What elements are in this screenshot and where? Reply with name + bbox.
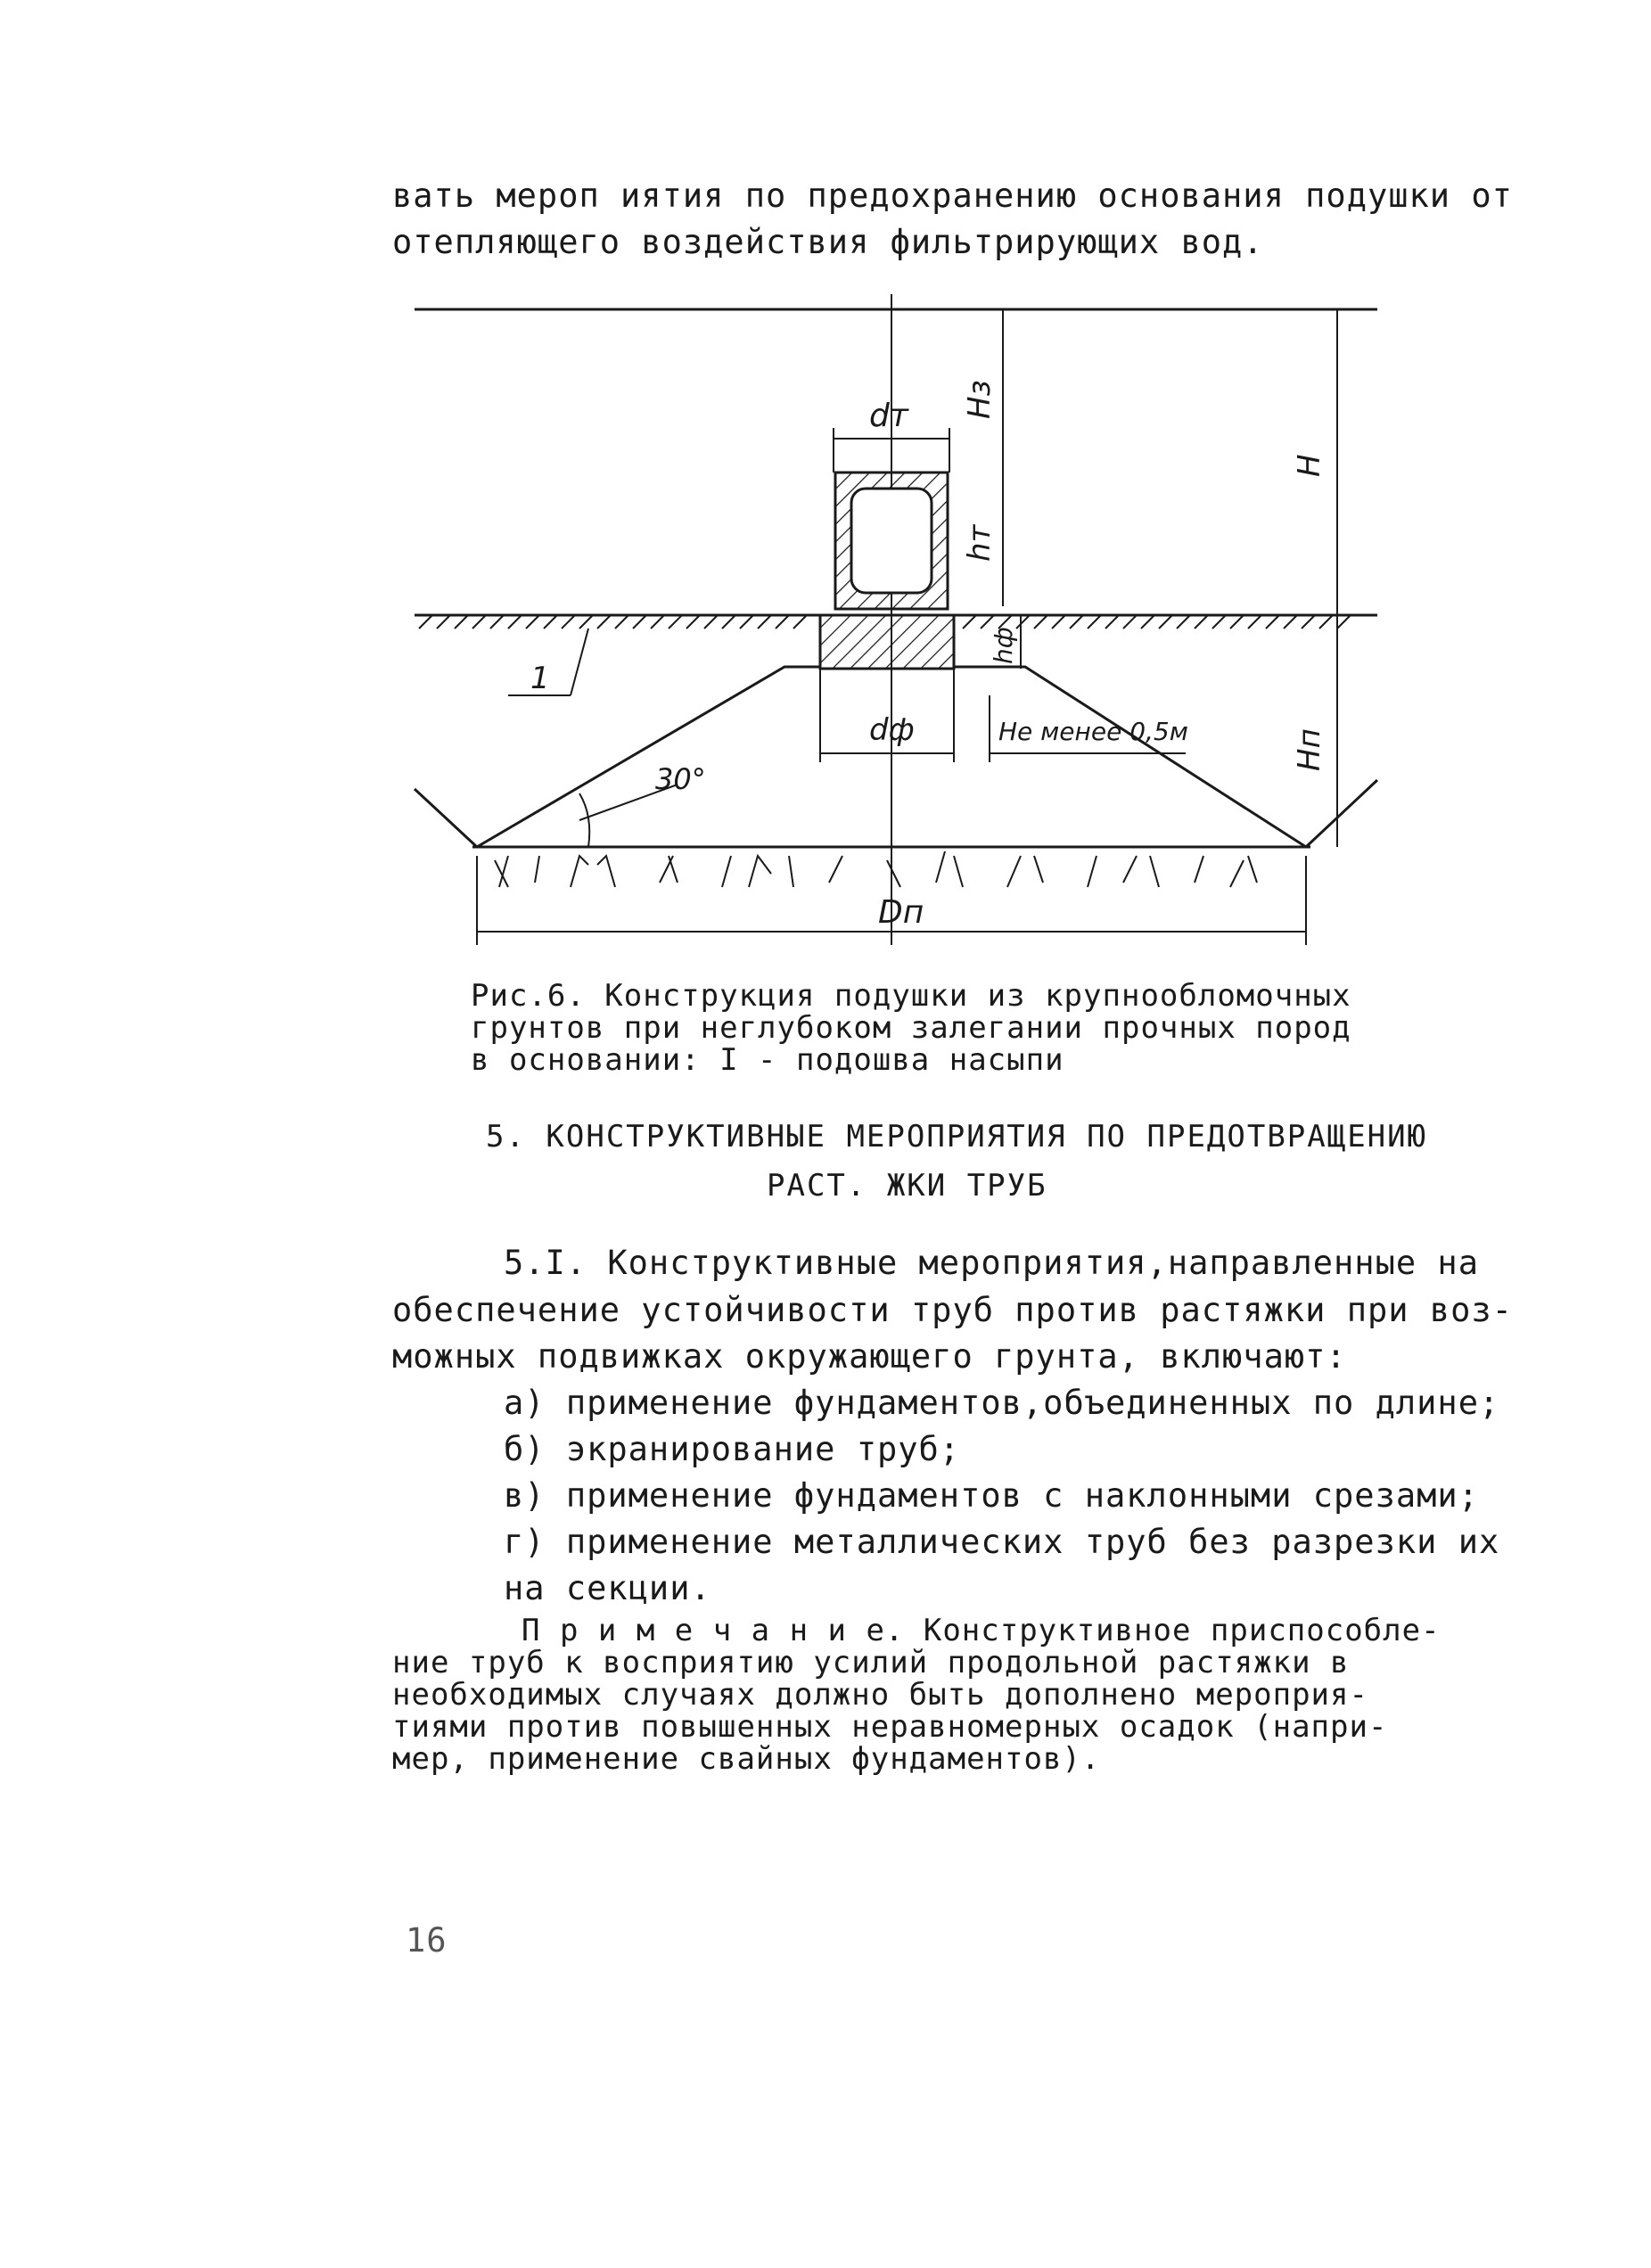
intro-line-1: вать мероп иятия по предохранению основания подушки от xyxy=(392,177,1513,215)
note-line-5: мер, применение свайных фундаментов). xyxy=(392,1741,1101,1777)
note-line-2: ние труб к восприятию усилий продольной растяжки в xyxy=(392,1645,1350,1680)
note-line-3: необходимых случаях должно быть дополнено мероприя- xyxy=(392,1677,1368,1713)
list-item-a: а) применение фундаментов,объединенных по длине; xyxy=(504,1384,1500,1422)
note-line-4: тиями против повышенных неравномерных осадок (напри- xyxy=(392,1709,1388,1745)
note-line-1: П р и м е ч а н и е. Конструктивное приспособле- xyxy=(522,1613,1441,1648)
list-item-b: б) экранирование труб; xyxy=(504,1430,961,1468)
section-heading-line-2: РАСТ. ЖКИ ТРУБ xyxy=(767,1168,1047,1204)
list-item-g-cont: на секции. xyxy=(504,1569,711,1607)
label-H: H xyxy=(1292,454,1327,477)
intro-line-2: отепляющего воздействия фильтрирующих вод. xyxy=(392,223,1264,261)
para-line-1: 5.I. Конструктивные мероприятия,направленные на xyxy=(504,1244,1479,1282)
figure-caption-line-1: Рис.6. Конструкция подушки из крупнообломочных xyxy=(471,978,1351,1014)
list-item-g: г) применение металлических труб без разрезки их xyxy=(504,1523,1500,1561)
label-not-less: Не менее 0,5м xyxy=(998,717,1188,746)
page-number: 16 xyxy=(406,1921,448,1960)
para-line-3: можных подвижках окружающего грунта, включают: xyxy=(392,1337,1347,1376)
figure-caption-line-3: в основании: I - подошва насыпи xyxy=(471,1042,1064,1078)
para-line-2: обеспечение устойчивости труб против растяжки при воз- xyxy=(392,1291,1513,1329)
section-heading-line-1: 5. КОНСТРУКТИВНЫЕ МЕРОПРИЯТИЯ ПО ПРЕДОТВРАЩЕНИЮ xyxy=(486,1119,1428,1155)
pipe-inner xyxy=(851,489,932,593)
label-hp: Hп xyxy=(1292,728,1327,771)
label-hz: Hз xyxy=(962,380,998,419)
label-1: 1 xyxy=(530,661,550,696)
foundation-block xyxy=(820,615,954,669)
cushion-diagram xyxy=(0,0,1651,963)
rock-ground-marks xyxy=(495,851,1257,887)
label-angle: 30° xyxy=(655,762,706,796)
label-dp: Dп xyxy=(878,894,924,931)
label-ht: hт xyxy=(962,524,998,562)
cushion-outline xyxy=(477,667,820,847)
label-df: dф xyxy=(869,712,915,748)
list-item-v: в) применение фундаментов с наклонными срезами; xyxy=(504,1476,1479,1515)
label-hf: hф xyxy=(989,627,1018,664)
label-dt: dт xyxy=(869,398,908,434)
figure-caption-line-2: грунтов при неглубоком залегании прочных пород xyxy=(471,1010,1351,1046)
